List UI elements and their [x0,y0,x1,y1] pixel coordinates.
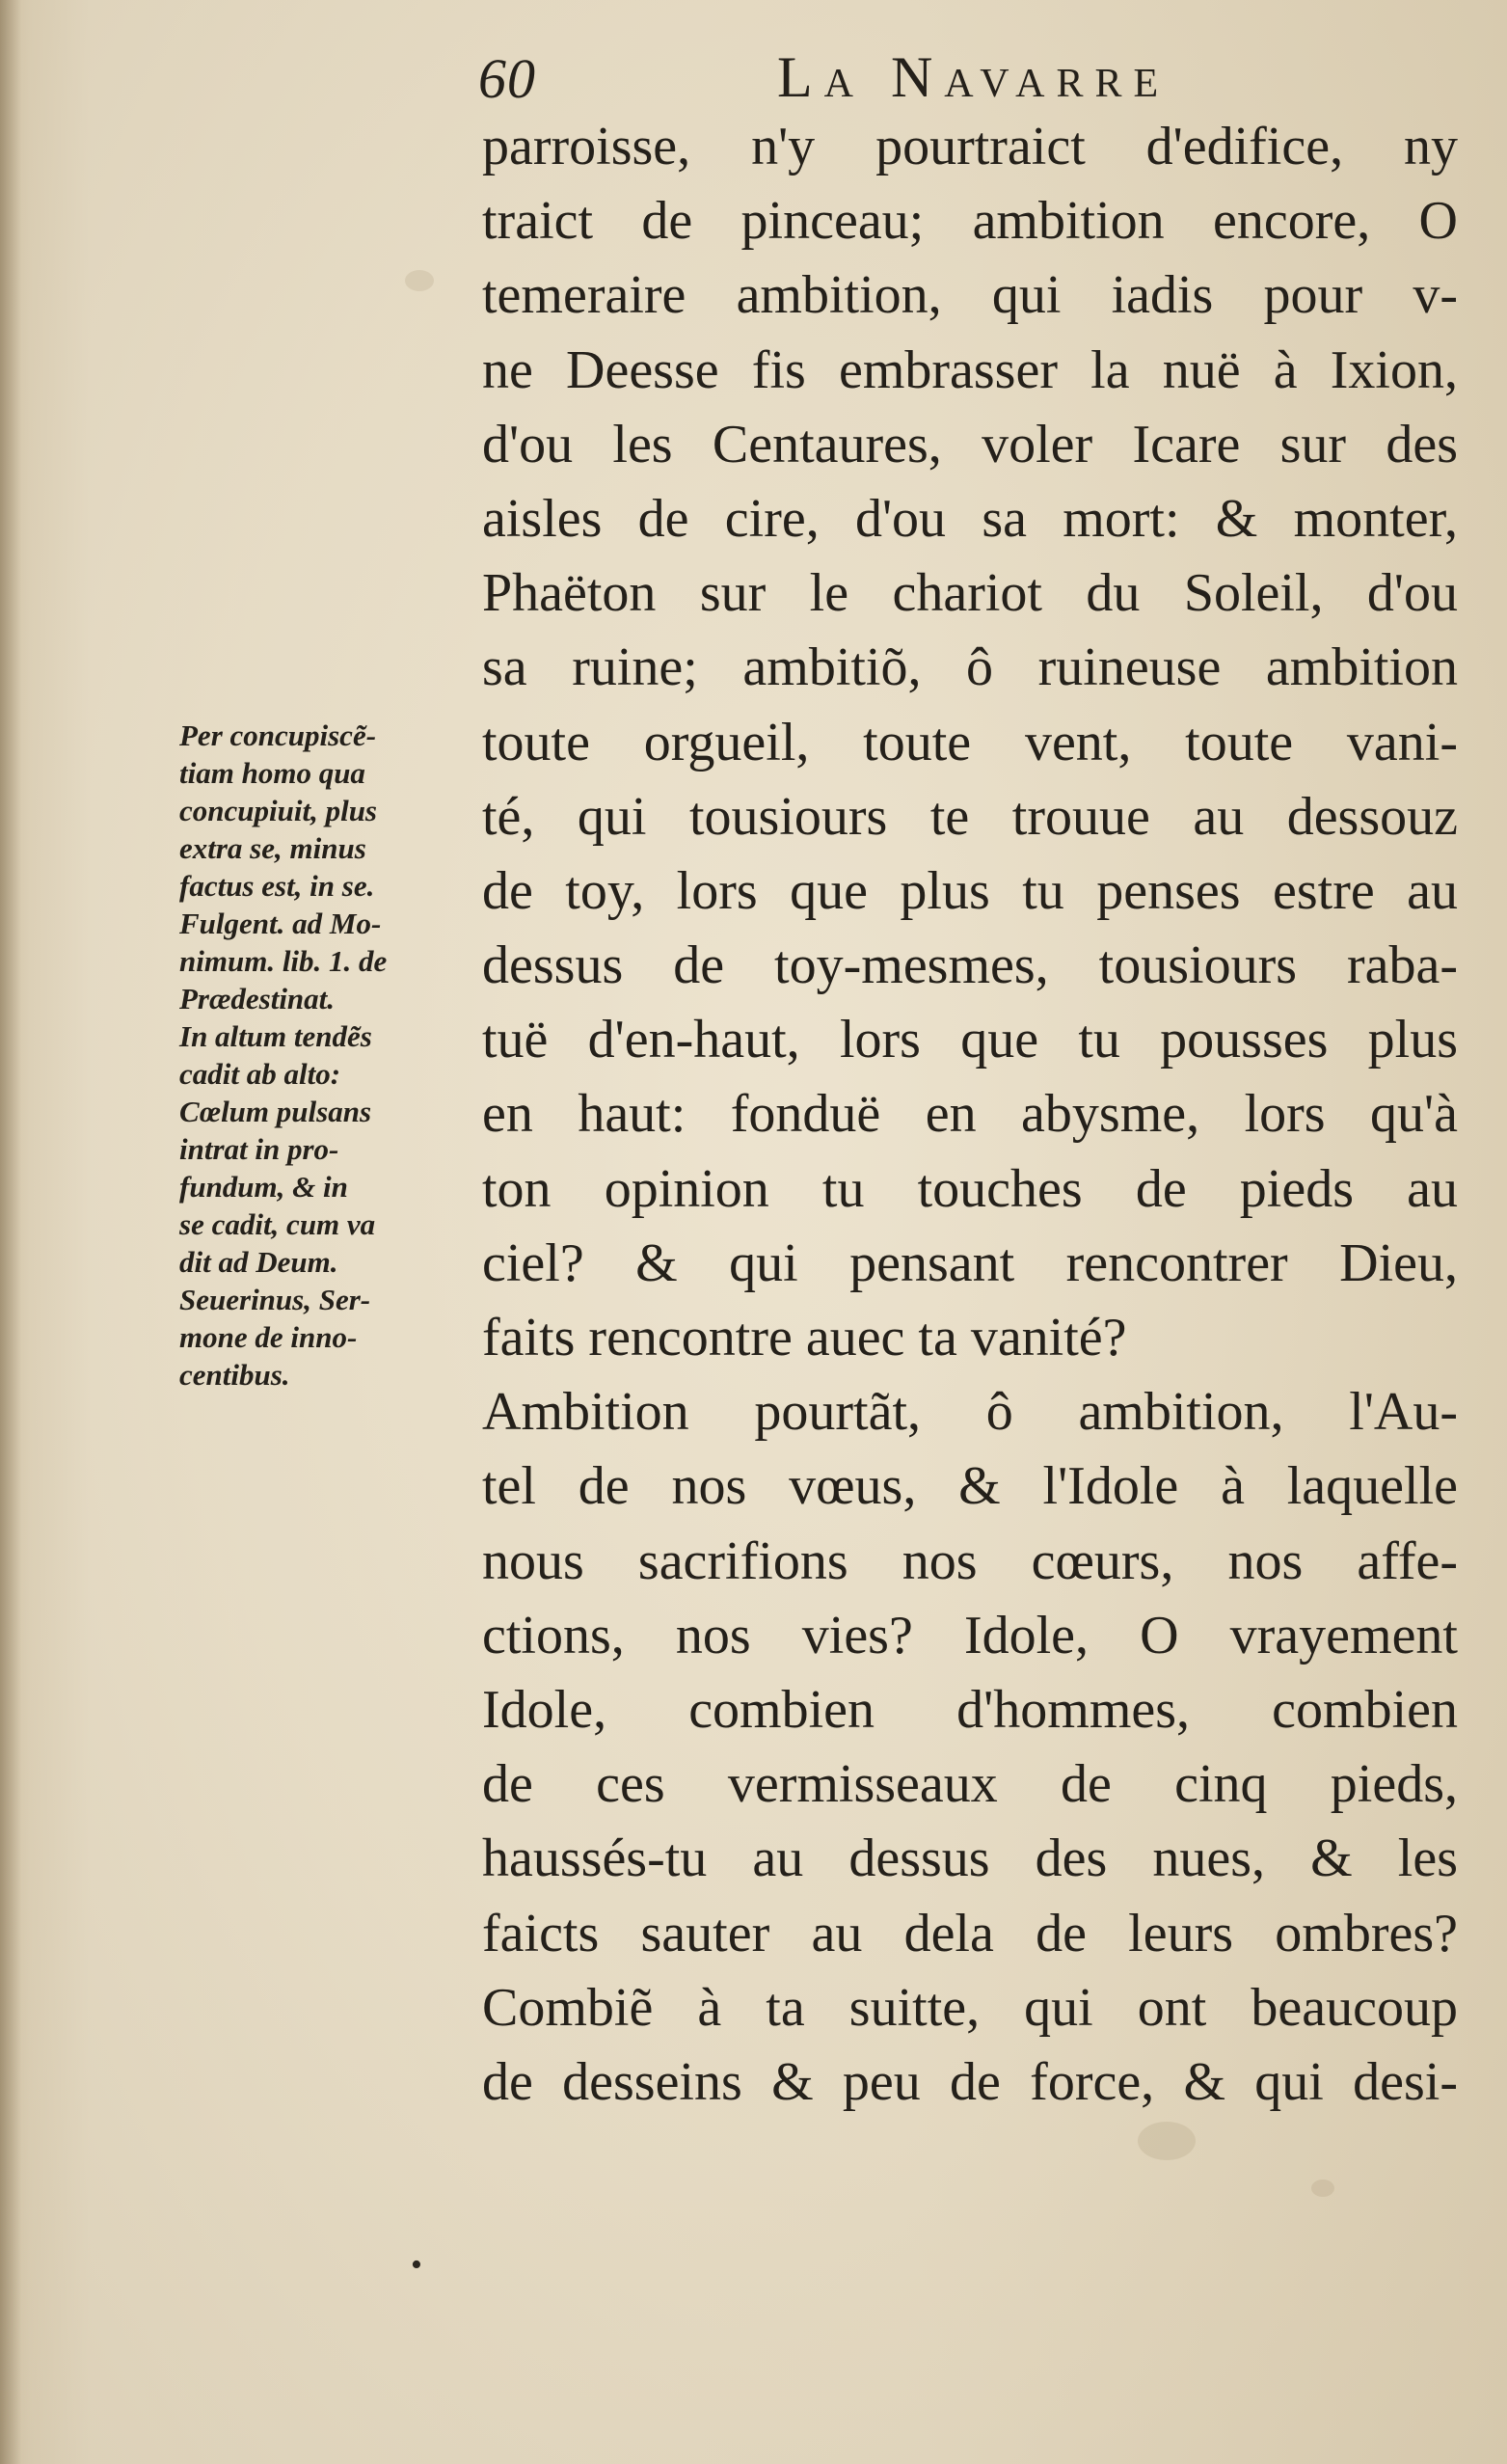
text-line: nous sacrifions nos cœurs, nos affe- [482,1530,1458,1591]
marginal-note-line: Seuerinus, Ser- [179,1283,371,1316]
marginal-note-line: mone de inno- [179,1320,358,1354]
text-line: Phaëton sur le chariot du Soleil, d'ou [482,563,1458,624]
marginal-note-line: se cadit, cum va [179,1207,376,1241]
paper-stain [1311,2180,1334,2197]
marginal-note-line: fundum, & in [179,1170,348,1204]
running-title: La Navarre [777,45,1171,109]
text-line: haussés-tu au dessus des nues, & les [482,1828,1458,1889]
marginal-note-line: cadit ab alto: [179,1057,341,1091]
text-line: ciel? & qui pensant rencontrer Dieu, [482,1232,1458,1293]
text-line: dessus de toy-mesmes, tousiours raba- [482,935,1458,996]
marginal-note-line: factus est, in se. [179,869,375,903]
marginal-note-line: intrat in pro- [179,1132,339,1166]
text-line: traict de pinceau; ambition encore, O [482,191,1458,252]
text-line: d'ou les Centaures, voler Icare sur des [482,414,1458,474]
text-line: té, qui tousiours te trouue au dessouz [482,786,1458,847]
text-line: en haut: fonduë en abysme, lors qu'à [482,1084,1458,1145]
text-line: tel de nos vœus, & l'Idole à laquelle [482,1456,1458,1517]
page-number: 60 [478,47,536,110]
text-line: ton opinion tu touches de pieds au [482,1158,1458,1219]
text-line: Idole, combien d'hommes, combien [482,1679,1458,1740]
binding-shadow [0,0,21,2464]
text-line: toute orgueil, toute vent, toute vani- [482,712,1458,772]
marginal-note-line: nimum. lib. 1. de [179,944,388,978]
marginal-note-line: Per concupiscẽ- [179,718,377,752]
marginal-note-line: extra se, minus [179,831,366,865]
text-line: ne Deesse fis embrasser la nuë à Ixion, [482,339,1458,400]
text-line: sa ruine; ambitiõ, ô ruineuse ambition [482,637,1458,698]
running-head [0,37,1507,114]
text-line: ctions, nos vies? Idole, O vrayement [482,1605,1458,1665]
paper-stain [405,270,434,291]
marginal-note-line: Fulgent. ad Mo- [179,907,382,940]
marginal-note [179,717,459,1394]
text-line: faicts sauter au dela de leurs ombres? [482,1903,1458,1963]
ornament-mark: • [411,2247,422,2283]
text-line: tuë d'en-haut, lors que tu pousses plus [482,1010,1458,1070]
text-line: temeraire ambition, qui iadis pour v- [482,265,1458,326]
text-line: Ambition pourtãt, ô ambition, l'Au- [482,1382,1458,1443]
marginal-note-line: tiam homo qua [179,756,365,790]
main-text-block [482,110,1458,2120]
marginal-note-line: Cœlum pulsans [179,1095,372,1128]
marginal-note-line: dit ad Deum. [179,1245,338,1279]
text-line: de ces vermisseaux de cinq pieds, [482,1754,1458,1815]
text-line: parroisse, n'y pourtraict d'edifice, ny [482,117,1458,176]
marginal-note-line: concupiuit, plus [179,794,377,827]
text-line: de desseins & peu de force, & qui desi- [482,2051,1458,2112]
text-line: aisles de cire, d'ou sa mort: & monter, [482,488,1458,549]
text-line: Combiẽ à ta suitte, qui ont beaucoup [482,1977,1458,2038]
text-line: faits rencontre auec ta vanité? [482,1308,1127,1367]
marginal-note-line: In altum tendẽs [179,1019,372,1053]
paper-stain [1138,2122,1196,2160]
marginal-note-line: centibus. [179,1358,290,1392]
marginal-note-line: Prædestinat. [179,982,336,1015]
text-line: de toy, lors que plus tu penses estre au [482,860,1458,921]
